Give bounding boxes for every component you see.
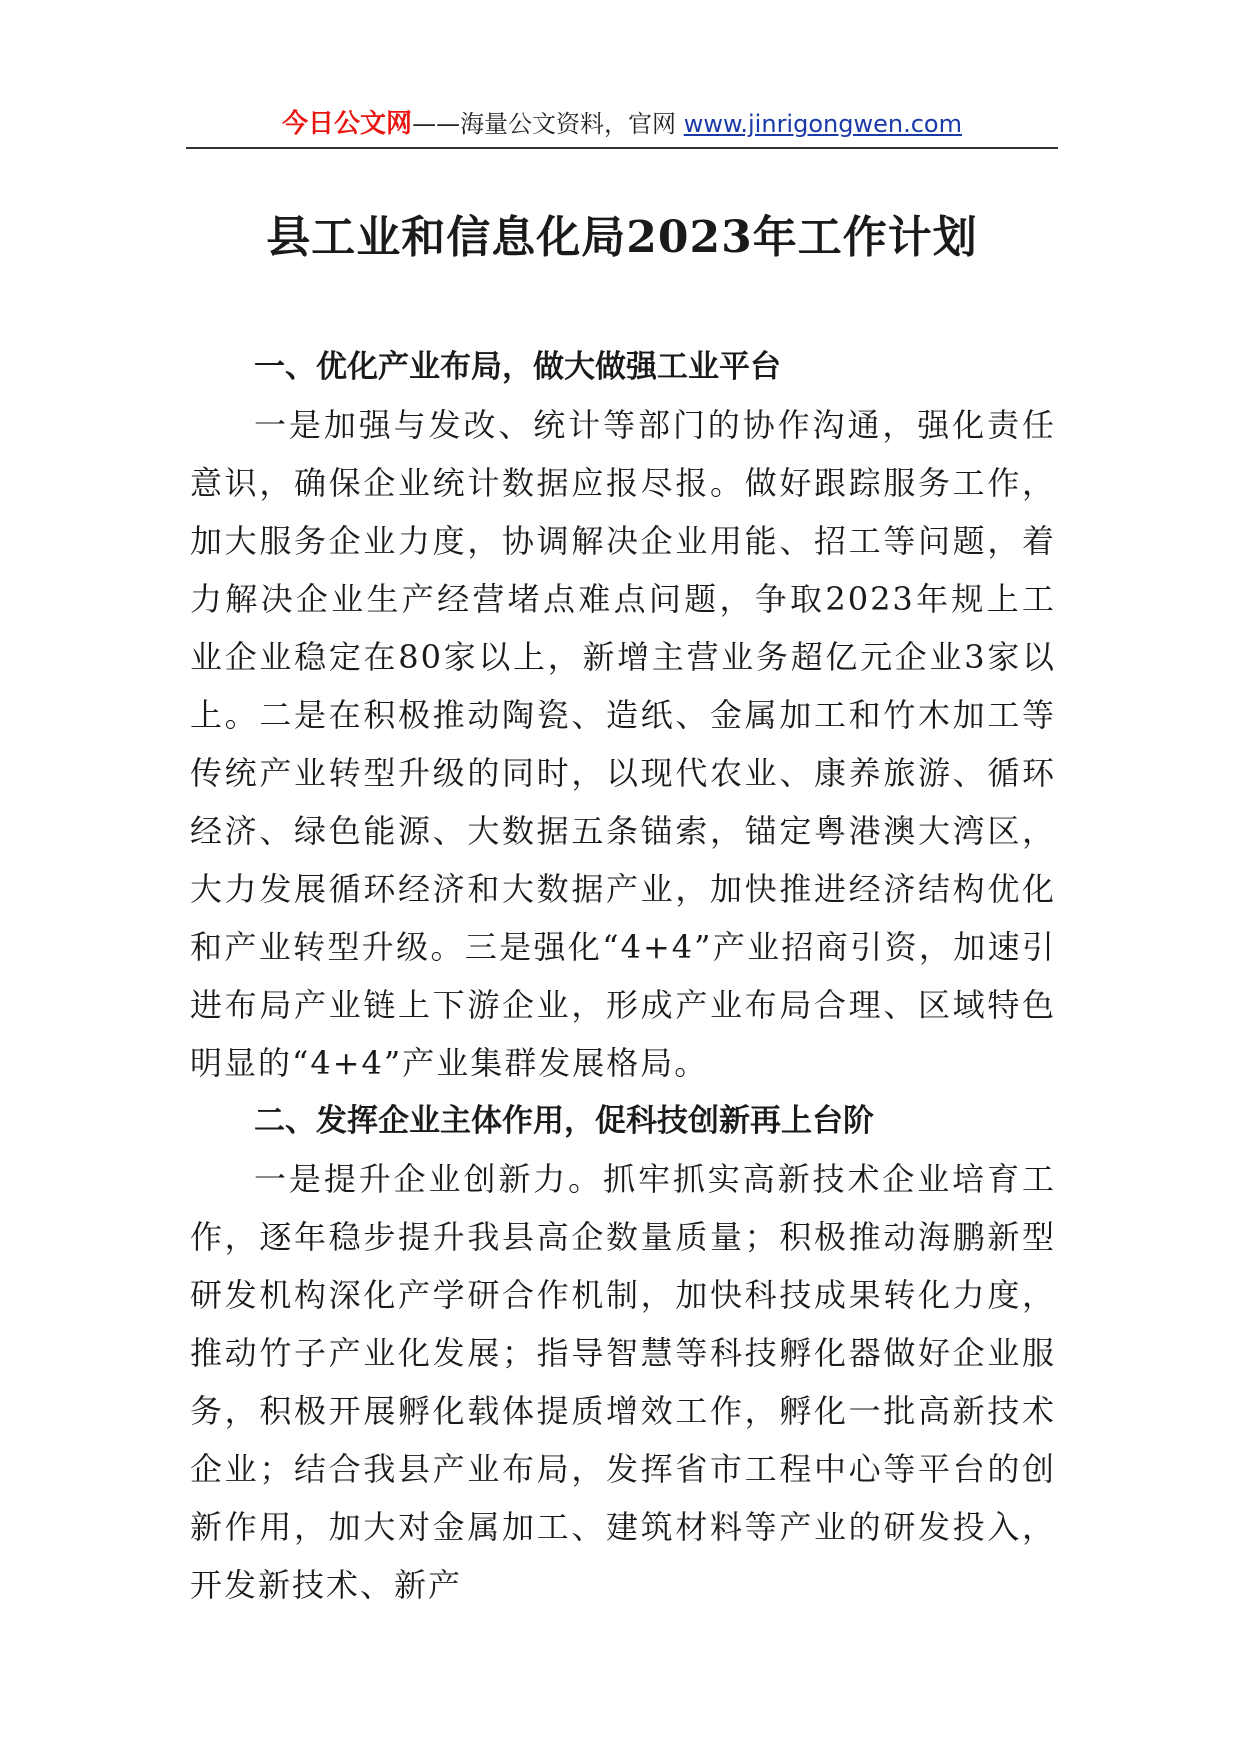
site-brand: 今日公文网 — [282, 109, 413, 139]
site-header — [186, 104, 1058, 146]
section-heading-2: 二、发挥企业主体作用，促科技创新再上台阶 — [254, 1103, 874, 1139]
document-body — [190, 338, 1056, 1614]
section-paragraph-2: 一是提升企业创新力。抓牢抓实高新技术企业培育工作，逐年稳步提升我县高企数量质量；积极推动海鹏新型研发机构深化产学研合作机制，加快科技成果转化力度，推动竹子产业化发展；指导智慧等科技孵化器做好企业服务，积极开展孵化载体提质增效工作，孵化一批高新技术企业；结合我县产业布局，发挥省市工程中心等平台的创新作用，加大对金属加工、建筑材料等产业的研发投入，开发新技术、新产 — [190, 1160, 1056, 1604]
section-heading-1: 一、优化产业布局，做大做强工业平台 — [254, 349, 781, 385]
section-paragraph-1: 一是加强与发改、统计等部门的协作沟通，强化责任意识，确保企业统计数据应报尽报。做好跟踪服务工作，加大服务企业力度，协调解决企业用能、招工等问题，着力解决企业生产经营堵点难点问题，争取2023年规上工业企业稳定在80家以上，新增主营业务超亿元企业3家以上。二是在积极推动陶瓷、造纸、金属加工和竹木加工等传统产业转型升级的同时，以现代农业、康养旅游、循环经济、绿色能源、大数据五条锚索，锚定粤港澳大湾区，大力发展循环经济和大数据产业，加快推进经济结构优化和产业转型升级。三是强化“4+4”产业招商引资，加速引进布局产业链上下游企业，形成产业布局合理、区域特色明显的“4+4”产业集群发展格局。 — [190, 406, 1056, 1082]
site-url-link[interactable]: www.jinrigongwen.com — [683, 110, 962, 138]
document-title: 县工业和信息化局2023年工作计划 — [266, 212, 978, 263]
site-tagline: ——海量公文资料，官网 — [412, 110, 684, 138]
header-divider — [186, 147, 1058, 149]
